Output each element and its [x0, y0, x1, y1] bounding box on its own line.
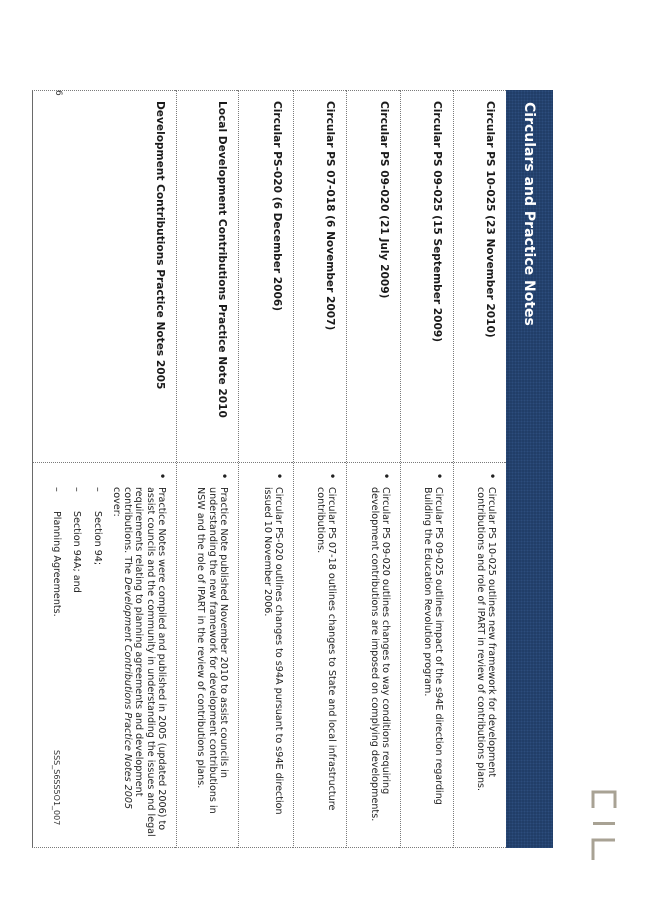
table-row: [238, 90, 293, 848]
bullet-icon: •: [218, 473, 229, 480]
row-title: Circular PS 09-020 (21 July 2009): [347, 91, 400, 463]
row-description: Circular PS 09-025 outlines impact of the s94E direction regarding Building the Education Revolution program.: [421, 487, 444, 805]
table-row: [453, 90, 506, 848]
row-description: Practice Notes were compiled and published in 2005 (updated 2006) to assist councils and the community in understanding the issues and legal requirements relating to planning agreements and development contributions. The Development Contributions Practice Notes 2005 cover:: [110, 487, 167, 837]
table-row: [176, 90, 238, 848]
page-number: 6: [53, 90, 63, 96]
row-description: Circular PS 10-025 outlines new framework for development contributions and role of IPART in review of contributions plans.: [474, 487, 497, 792]
company-logo: [591, 788, 617, 864]
table-header-title: Circulars and Practice Notes: [521, 102, 538, 326]
circulars-table: [32, 90, 553, 848]
table-row: [400, 90, 453, 848]
row-title: Circular PS 09-025 (15 September 2009): [401, 91, 453, 463]
list-item: – Planning Agreements.: [50, 487, 62, 617]
list-item: – Section 94;: [91, 487, 103, 566]
bullet-icon: •: [326, 473, 337, 480]
row-description: Circular PS 09-020 outlines changes to way conditions requiring development contributions are imposed on complying developments.: [368, 487, 391, 822]
table-row: [293, 90, 346, 848]
bullet-icon: •: [486, 473, 497, 480]
row-description: Practice Note published November 2010 to assist councils in understanding the new framework for development contributions in NSW and the role of IPART in the review of contributions plans.: [195, 487, 229, 814]
table-header: [506, 90, 553, 848]
bullet-icon: •: [380, 473, 391, 480]
row-title: Development Contributions Practice Notes 2005: [33, 91, 176, 463]
bullet-icon: •: [156, 473, 167, 480]
bullet-icon: •: [273, 473, 284, 480]
list-item: – Section 94A; and: [71, 487, 83, 593]
row-title: Circular PS-020 (6 December 2006): [239, 91, 293, 463]
row-description: Circular PS 07-18 outlines changes to State and local infrastructure contributions.: [314, 487, 337, 811]
row-title: Local Development Contributions Practice Note 2010: [177, 91, 238, 463]
row-description: Circular PS-020 outlines changes to s94A pursuant to s94E direction issued 10 November 2006.: [261, 487, 284, 815]
table-row: [32, 90, 176, 848]
table-row: [346, 90, 400, 848]
row-title: Circular PS 07-018 (6 November 2007): [294, 91, 346, 463]
row-title: Circular PS 10-025 (23 November 2010): [454, 91, 506, 463]
document-code: SSS_S6SS5O1_007: [52, 750, 61, 826]
bullet-icon: •: [433, 473, 444, 480]
